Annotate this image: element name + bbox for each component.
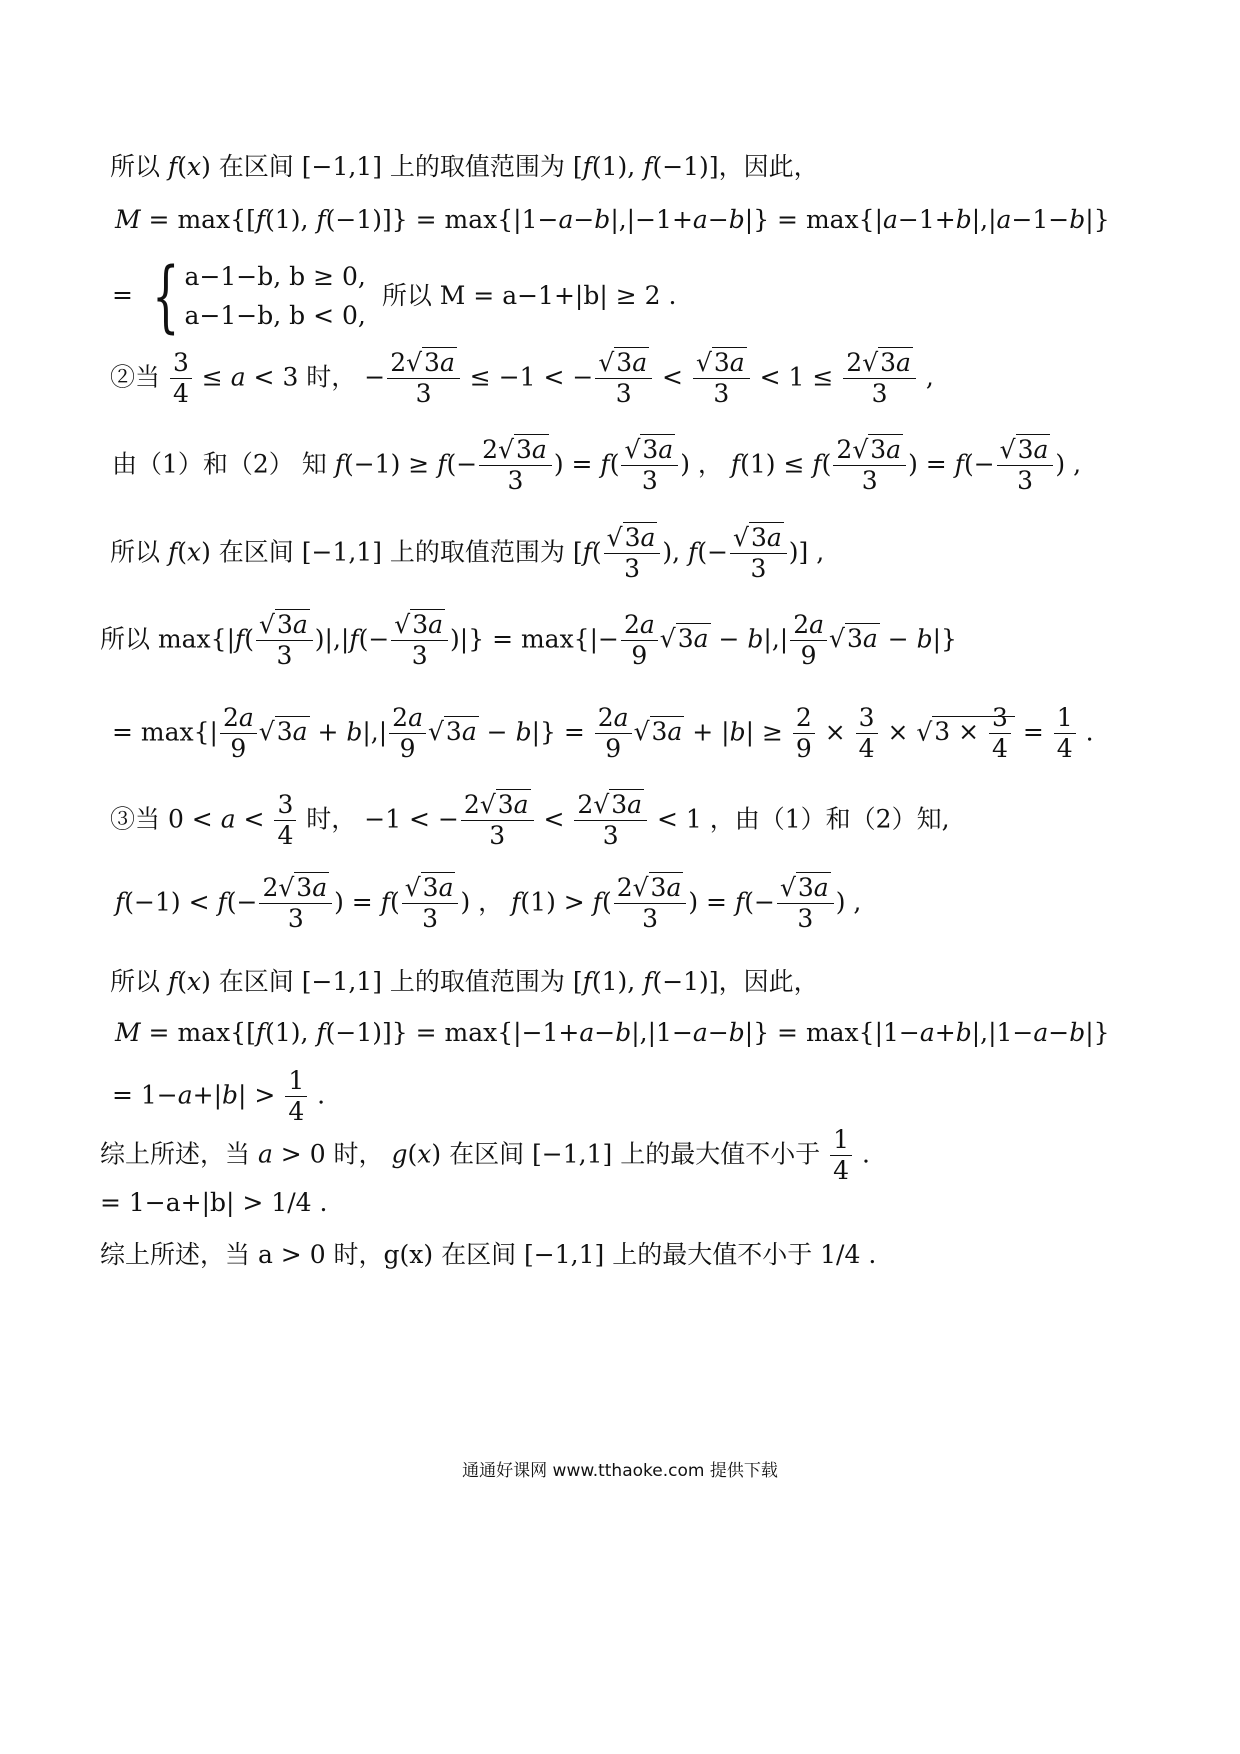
summary-line: 综上所述，当 a > 0 时， g(x) 在区间 [−1,1] 上的最大值不小于 $\frac{1}{4}$ . — [100, 1125, 870, 1186]
page-footer: 通通好课网 www.tthaoke.com 提供下载 — [462, 1461, 778, 1481]
text-line: 所以 f(x) 在区间 [−1,1] 上的取值范围为 [f(1), f(−1)]，因此， — [110, 967, 819, 996]
text-line: 所以 max{|f( $\frac{√3a}{3}$ )|,|f(− $\frac{√3a}{3}$ )|} = max{|− $\frac{2a}{9}$ √3a − b|,| $\frac{2a}{9}$ √3a − b|} — [100, 610, 957, 671]
text-line: = 1−a+|b| > $\frac{1}{4}$ . — [112, 1066, 326, 1127]
case-1: a−1−b, b ≥ 0, — [184, 262, 366, 292]
text-line: ③当 0 < a < $\frac{3}{4}$ 时， −1 < − $\frac{2√3a}{3}$ < $\frac{2√3a}{3}$ < 1 ，由（1）和（2）知, — [110, 790, 950, 851]
cases-line: = { a−1−b, b ≥ 0, a−1−b, b < 0, 所以 M = a−1+|b| ≥ 2 . — [112, 252, 677, 342]
text-line: ②当 $\frac{3}{4}$ ≤ a < 3 时， − $\frac{2√3a}{3}$ ≤ −1 < − $\frac{√3a}{3}$ < $\frac{√3a}{3}$ < 1 ≤ $\frac{2√3a}{3}$ , — [110, 348, 934, 409]
text-line: 所以 f(x) 在区间 [−1,1] 上的取值范围为 [f(1), f(−1)]，因此， — [110, 152, 819, 181]
case-2: a−1−b, b < 0, — [184, 301, 366, 330]
conclusion: 所以 M = a−1+|b| ≥ 2 . — [381, 280, 677, 310]
text-line: M = max{[f(1), f(−1)]} = max{|−1+a−b|,|1−a−b|} = max{|1−a+b|,|1−a−b|} — [115, 1018, 1110, 1047]
text-line: 所以 f(x) 在区间 [−1,1] 上的取值范围为 [f( $\frac{√3a}{3}$ ), f(− $\frac{√3a}{3}$ )] , — [110, 523, 825, 584]
topic-line: = 1−a+|b| > 1/4 . — [100, 1188, 328, 1217]
text-line: 由（1）和（2） 知 f(−1) ≥ f(− $\frac{2√3a}{3}$ ) = f( $\frac{√3a}{3}$ ) ， f(1) ≤ f( $\frac{2√3a}{3}$ ) = f(− $\frac{√3a}{3}$ ) , — [112, 435, 1082, 496]
text-line: M = max{[f(1), f(−1)]} = max{|1−a−b|,|−1+a−b|} = max{|a−1+b|,|a−1−b|} — [115, 205, 1110, 234]
end-marker: 综上所述，当 a > 0 时，g(x) 在区间 [−1,1] 上的最大值不小于 1/4 . — [100, 1240, 877, 1269]
text-line: = max{| $\frac{2a}{9}$ √3a + b|,| $\frac{2a}{9}$ √3a − b|} = $\frac{2a}{9}$ √3a + |b| ≥ $\frac{2}{9}$ × $\frac{3}{4}$ × √3 × $\frac{3}{4}$ = $\frac{1}{4}$ . — [112, 703, 1094, 764]
text-line: f(−1) < f(− $\frac{2√3a}{3}$ ) = f( $\frac{√3a}{3}$ ) ， f(1) > f( $\frac{2√3a}{3}$ ) = f(− $\frac{√3a}{3}$ ) , — [115, 873, 862, 934]
